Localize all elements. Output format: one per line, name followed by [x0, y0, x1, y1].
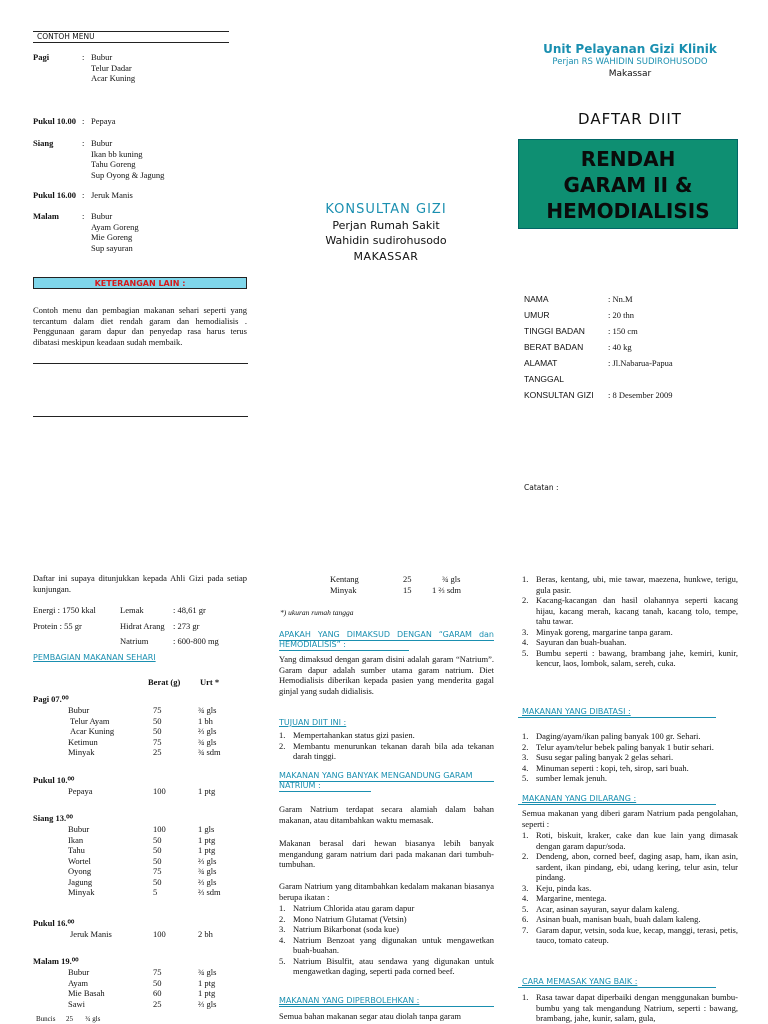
food-weight: 75 [153, 705, 162, 715]
protein-value: Protein : 55 gr [33, 621, 82, 631]
food-urt: ¾ gls [198, 736, 217, 747]
diperbolehkan-title: MAKANAN YANG DIPERBOLEHKAN : [279, 996, 420, 1005]
list-number: 2. [522, 595, 529, 605]
food-weight: 50 [153, 876, 162, 887]
list-number: 2. [279, 913, 286, 924]
food-name: Bubur [68, 824, 90, 834]
list-number: 1. [522, 992, 529, 1002]
food-weight: 50 [153, 726, 162, 736]
list-number: 1. [279, 730, 286, 740]
list-number: 5. [522, 903, 529, 914]
diet-title-box [518, 139, 738, 229]
food-name: Sawi [68, 998, 85, 1009]
kentang-weight: 25 [403, 574, 412, 584]
dilarang-intro: Semua makanan yang diberi garam Natrium pada pengolahan, seperti : [522, 808, 738, 829]
list-item [522, 904, 738, 915]
apakah-underline-1 [279, 640, 494, 641]
buncis-row: Buncis 25 ¾ gls [36, 1015, 101, 1023]
list-text: Minuman seperti : kopi, teh, sirop, sari buah. [536, 762, 689, 773]
table-row [0, 978, 260, 988]
keterangan-text: Contoh menu dan pembagian makanan sehari seperti yang tercantum dalam diet rendah garam dan hemodialisis . Penggunaan garam dapur dan penyedap rasa harus terus dibatasi meskipun keadaan sudah membaik. [33, 305, 247, 347]
food-urt: ¾ sdm [198, 747, 221, 757]
menu-meal-items [91, 190, 133, 201]
food-urt: 1 ptg [198, 988, 216, 998]
list-item [279, 914, 494, 925]
table-row [0, 887, 260, 897]
list-item [522, 574, 738, 595]
menu-item: Sup Oyong & Jagung [91, 169, 165, 180]
table-row [0, 716, 260, 726]
garam-p3: Garam Natrium yang ditambahkan kedalam makanan biasanya berupa ikatan : [279, 881, 494, 902]
list-text: Telur ayam/telur bebek paling banyak 1 butir sehari. [536, 741, 714, 752]
heading-rule [33, 42, 229, 43]
food-weight: 50 [153, 855, 162, 866]
list-item [522, 883, 738, 894]
list-text: Dendeng, abon, corned beef, daging asap, ham, ikan asin, sardent, ikan pindang, ebi, udang kering, telur asin, telur pindang. [536, 851, 738, 882]
list-number: 2. [522, 741, 529, 752]
list-number: 3. [522, 752, 529, 762]
unit-subtitle: Perjan RS WAHIDIN SUDIROHUSODO [552, 57, 708, 67]
keterangan-bar [33, 277, 247, 289]
patient-label: TINGGI BADAN [524, 326, 585, 336]
patient-row [524, 325, 638, 337]
minyak-urt: 1 ⅔ sdm [432, 585, 462, 595]
food-weight: 25 [153, 998, 162, 1009]
kentang-name: Kentang [330, 574, 359, 584]
food-urt: 1 ptg [198, 834, 216, 845]
kentang-urt: ¾ gls [442, 574, 461, 584]
food-name: Acar Kuning [70, 726, 115, 736]
list-text: Garam dapur, vetsin, soda kue, kecap, manggi, terasi, petis, tauco, tomato cateup. [536, 924, 738, 945]
food-urt: 1 ptg [198, 977, 216, 988]
list-item [522, 595, 738, 627]
patient-label: BERAT BADAN [524, 342, 584, 352]
diperbolehkan-underline [279, 1006, 494, 1007]
list-item [522, 851, 738, 883]
dilarang-list [522, 830, 738, 946]
food-weight: 50 [153, 977, 162, 988]
patient-row [524, 357, 673, 369]
patient-row [524, 309, 634, 321]
patient-value: : Nn.M [608, 294, 633, 304]
menu-meal-label: Pagi [33, 52, 50, 62]
food-urt: ¾ gls [198, 866, 217, 876]
list-text: Susu segar paling banyak 2 gelas sehari. [536, 752, 674, 762]
food-name: Jagung [68, 876, 93, 887]
contoh-menu-heading: CONTOH MENU [37, 32, 95, 41]
table-row [0, 999, 260, 1009]
cara-title: CARA MEMASAK YANG BAIK : [522, 977, 638, 986]
table-row [0, 845, 260, 855]
list-text: Natrium Bikarbonat (soda kue) [293, 924, 399, 934]
list-number: 5. [522, 773, 529, 783]
menu-item: Acar Kuning [91, 73, 136, 83]
patient-value: : 40 kg [608, 342, 632, 352]
food-weight: 100 [153, 929, 166, 939]
food-name: Telur Ayam [70, 715, 110, 726]
banyak-underline-2 [279, 791, 371, 792]
food-urt: ¾ gls [198, 967, 217, 977]
table-row [0, 726, 260, 736]
menu-meal-items [91, 116, 116, 127]
unit-city: Makassar [608, 69, 652, 79]
list-text: Daging/ayam/ikan paling banyak 100 gr. Sehari. [536, 731, 701, 741]
food-name: Bubur [68, 967, 90, 977]
food-name: Wortel [68, 855, 91, 866]
menu-item: Bubur [91, 52, 113, 62]
food-urt: 2 bh [198, 929, 213, 939]
menu-meal-label: Pukul 16.00 [33, 190, 76, 200]
list-item [522, 763, 738, 774]
list-text: Mempertahankan status gizi pasien. [293, 730, 415, 740]
diet-box-line3: HEMODIALISIS [546, 199, 710, 223]
list-number: 4. [522, 762, 529, 773]
list-number: 7. [522, 924, 529, 935]
food-weight: 5 [153, 887, 158, 897]
menu-meal-colon: : [82, 211, 85, 221]
patient-row [524, 341, 632, 353]
food-name: Minyak [68, 747, 95, 757]
table-row [0, 786, 260, 796]
note-line-2 [33, 416, 248, 417]
list-number: 4. [522, 637, 529, 647]
patient-value: : Jl.Nabarua-Papua [608, 358, 673, 368]
food-urt: ⅔ gls [198, 876, 217, 887]
menu-meal-label: Siang [33, 138, 54, 148]
list-text: Asinan buah, manisan buah, buah dalam kaleng. [536, 914, 701, 924]
list-text: Mono Natrium Glutamat (Vetsin) [293, 913, 407, 924]
patient-label: NAMA [524, 294, 549, 304]
list-text: Sayuran dan buah-buahan. [536, 637, 627, 647]
list-text: Keju, pinda kas. [536, 882, 592, 893]
menu-meal-label: Malam [33, 211, 59, 221]
list-item [522, 992, 738, 1024]
food-urt: ¾ gls [198, 705, 217, 715]
food-urt: ⅔ gls [198, 998, 217, 1009]
konsultan-title: KONSULTAN GIZI [325, 202, 447, 217]
food-weight: 75 [153, 866, 162, 876]
right-top-list [522, 574, 738, 669]
list-text: Beras, kentang, ubi, mie tawar, maezena, hunkwe, terigu, gula pasir. [536, 574, 738, 595]
list-number: 3. [522, 882, 529, 893]
list-item [522, 627, 738, 638]
patient-value: : 150 cm [608, 326, 638, 336]
list-item [522, 742, 738, 753]
diperbolehkan-text: Semua bahan makanan segar atau diolah tanpa garam [279, 1011, 461, 1021]
konsultan-line1: Perjan Rumah Sakit [332, 219, 440, 232]
food-name: Mie Basah [68, 988, 105, 998]
table-row [0, 967, 260, 977]
list-number: 3. [522, 626, 529, 637]
list-item [522, 648, 738, 669]
table-row [0, 877, 260, 887]
catatan-label: Catatan : [524, 483, 559, 492]
list-text: sumber lemak jenuh. [536, 773, 608, 783]
list-text: Natrium Benzoat yang digunakan untuk mengawetkan buah-buahan. [293, 934, 494, 955]
menu-meal-colon: : [82, 116, 85, 126]
patient-row [524, 293, 633, 305]
list-text: Kacang-kacangan dan hasil olahannya seperti kacang hijau, kacang merah, kacang tanah, kacang tolo, tempe, tahu tawar. [536, 595, 738, 626]
menu-item: Ayam Goreng [91, 221, 139, 232]
meal-time-label: Pukul 16.⁰⁰ [33, 918, 75, 928]
hidrat-label: Hidrat Arang [120, 621, 165, 631]
dibatasi-title: MAKANAN YANG DIBATASI : [522, 707, 631, 716]
natrium-label: Natrium [120, 636, 149, 646]
list-item [522, 731, 738, 742]
menu-item: Tahu Goreng [91, 159, 136, 169]
menu-meal-colon: : [82, 190, 85, 200]
menu-meal-colon: : [82, 52, 85, 62]
food-weight: 25 [153, 747, 162, 757]
lemak-label: Lemak [120, 605, 144, 615]
unit-title: Unit Pelayanan Gizi Klinik [543, 42, 717, 56]
daftar-title: DAFTAR DIIT [578, 110, 682, 128]
table-row [0, 866, 260, 876]
food-weight: 75 [153, 967, 162, 977]
minyak-weight: 15 [403, 585, 412, 595]
daftar-ini-text: Daftar ini supaya ditunjukkan kepada Ahli Gizi pada setiap kunjungan. [33, 573, 247, 594]
list-item [522, 914, 738, 925]
list-text: Membantu menurunkan tekanan darah bila ada tekanan darah tinggi. [293, 740, 494, 761]
menu-item: Telur Dadar [91, 62, 132, 73]
list-item [522, 752, 738, 763]
keterangan-title: KETERANGAN LAIN : [94, 279, 186, 288]
list-item [279, 730, 494, 741]
food-weight: 50 [153, 715, 162, 726]
menu-meal-items [91, 52, 135, 84]
list-text: Margarine, mentega. [536, 893, 607, 903]
konsultan-line2: Wahidin sudirohusodo [325, 234, 447, 247]
dibatasi-underline [518, 717, 716, 718]
menu-meal-items [91, 211, 139, 253]
food-name: Tahu [68, 845, 85, 855]
apakah-underline-2 [279, 650, 409, 651]
dilarang-underline [518, 804, 716, 805]
menu-item: Pepaya [91, 116, 116, 126]
cara-list [522, 992, 738, 1024]
list-text: Natrium Bisulfit, atau sendawa yang digunakan untuk mengawetkan daging, seperti pada corned beef. [293, 955, 494, 976]
energi-value: Energi : 1750 kkal [33, 605, 96, 615]
table-row [0, 737, 260, 747]
table-row [0, 835, 260, 845]
menu-item: Ikan bb kuning [91, 148, 143, 159]
list-number: 5. [522, 647, 529, 658]
patient-label: KONSULTAN GIZI [524, 390, 594, 400]
list-item [279, 935, 494, 956]
minyak-name: Minyak [330, 585, 357, 595]
patient-label: TANGGAL [524, 374, 564, 384]
makanan-banyak-title: MAKANAN YANG BANYAK MENGANDUNG GARAM NATRIUM : [279, 771, 473, 790]
patient-label: ALAMAT [524, 358, 558, 368]
list-number: 1. [522, 731, 529, 741]
table-row [0, 705, 260, 715]
patient-value: : 8 Desember 2009 [608, 390, 673, 400]
menu-item: Mie Goreng [91, 232, 133, 242]
list-number: 6. [522, 914, 529, 924]
diet-box-line2: GARAM II & [563, 173, 693, 197]
garam-p2: Makanan berasal dari hewan biasanya lebih banyak mengandung garam natrium dari pada makanan dari tumbuh-tumbuhan. [279, 838, 494, 869]
list-number: 5. [279, 955, 286, 966]
food-weight: 75 [153, 736, 162, 747]
tujuan-list [279, 730, 494, 762]
list-item [522, 773, 738, 784]
meal-time-label: Pukul 10.⁰⁰ [33, 775, 75, 785]
table-row [0, 824, 260, 834]
food-urt: ⅔ sdm [198, 887, 221, 897]
meal-time-label: Malam 19.⁰⁰ [33, 956, 79, 966]
menu-meal-label: Pukul 10.00 [33, 116, 76, 126]
garam-list [279, 903, 494, 977]
hidrat-value: : 273 gr [173, 621, 200, 631]
list-number: 1. [522, 830, 529, 840]
food-name: Minyak [68, 887, 95, 897]
meal-time-label: Siang 13.⁰⁰ [33, 813, 73, 823]
table-row [0, 929, 260, 939]
pembagian-title: PEMBAGIAN MAKANAN SEHARI [33, 653, 156, 662]
list-number: 2. [279, 740, 286, 751]
menu-item: Sup sayuran [91, 242, 133, 253]
list-item [279, 903, 494, 914]
meal-time-label: Pagi 07.⁰⁰ [33, 694, 69, 704]
footnote: *) ukuran rumah tangga [280, 608, 354, 617]
menu-item: Bubur [91, 211, 113, 221]
natrium-value: : 600-800 mg [173, 636, 219, 646]
food-name: Ayam [68, 977, 88, 988]
list-number: 1. [279, 903, 286, 913]
menu-meal-items [91, 138, 164, 180]
tujuan-title: TUJUAN DIIT INI : [279, 718, 347, 727]
menu-item: Jeruk Manis [91, 190, 133, 200]
list-text: Bumbu seperti : bawang, brambang jahe, kemiri, kunir, kencur, laos, lombok, salam, sereh, cuka. [536, 647, 738, 668]
apakah-text: Yang dimaksud dengan garam disini adalah garam “Natrium”. Garam dapur adalah sumber utama garam natrium. Diet Hemodialisis diberikan kepada pasien yang menderita gagal ginjal yang sudah didialisis. [279, 654, 494, 696]
col-berat: Berat (g) [148, 677, 181, 687]
note-line-1 [33, 363, 248, 364]
cara-underline [518, 987, 716, 988]
list-number: 3. [279, 924, 286, 934]
col-urt: Urt * [200, 677, 220, 687]
food-urt: 1 bh [198, 715, 213, 726]
list-item [279, 741, 494, 762]
food-urt: 1 gls [198, 824, 215, 834]
apakah-title: APAKAH YANG DIMAKSUD DENGAN “GARAM dan HEMODIALISIS” : [279, 630, 494, 649]
menu-item: Bubur [91, 138, 113, 148]
patient-row [524, 389, 673, 401]
food-name: Ketimun [68, 736, 98, 747]
garam-p1: Garam Natrium terdapat secara alamiah dalam bahan makanan, atau ditambahkan waktu memasak. [279, 804, 494, 825]
food-weight: 50 [153, 834, 162, 845]
food-name: Oyong [68, 866, 92, 876]
patient-label: UMUR [524, 310, 550, 320]
patient-value: : 20 thn [608, 310, 634, 320]
food-weight: 100 [153, 786, 166, 796]
food-urt: ⅔ gls [198, 726, 217, 736]
list-item [522, 637, 738, 648]
list-number: 4. [522, 893, 529, 903]
dilarang-title: MAKANAN YANG DILARANG : [522, 794, 637, 803]
list-item [279, 924, 494, 935]
diet-box-line1: RENDAH [580, 147, 676, 171]
list-text: Roti, biskuit, kraker, cake dan kue lain yang dimasak dengan garam dapur/soda. [536, 830, 738, 851]
food-urt: ⅔ gls [198, 855, 217, 866]
table-row [0, 856, 260, 866]
food-weight: 50 [153, 845, 162, 855]
list-text: Natrium Chlorida atau garam dapur [293, 903, 415, 913]
table-row [0, 747, 260, 757]
food-urt: 1 ptg [198, 786, 216, 796]
list-number: 4. [279, 934, 286, 945]
food-name: Ikan [68, 834, 84, 845]
list-text: Acar, asinan sayuran, sayur dalam kaleng. [536, 903, 680, 914]
food-name: Pepaya [68, 786, 93, 796]
food-weight: 100 [153, 824, 166, 834]
dibatasi-list [522, 731, 738, 784]
food-name: Bubur [68, 705, 90, 715]
lemak-value: : 48,61 gr [173, 605, 206, 615]
list-item [522, 925, 738, 946]
food-name: Jeruk Manis [70, 929, 112, 939]
list-item [522, 893, 738, 904]
list-text: Minyak goreng, margarine tanpa garam. [536, 626, 673, 637]
list-item [522, 830, 738, 851]
list-number: 1. [522, 574, 529, 584]
list-text: Rasa tawar dapat diperbaiki dengan menggunakan bumbu-bumbu yang tak mengandung Natrium, seperti : bawang, brambang, jahe, kunir, salam, gula, [536, 992, 738, 1023]
menu-meal-colon: : [82, 138, 85, 148]
banyak-underline-1 [279, 781, 494, 782]
patient-row [524, 373, 564, 385]
konsultan-line3: MAKASSAR [353, 250, 419, 263]
list-number: 2. [522, 851, 529, 861]
table-row [0, 988, 260, 998]
food-urt: 1 ptg [198, 845, 216, 855]
list-item [279, 956, 494, 977]
food-weight: 60 [153, 988, 162, 998]
